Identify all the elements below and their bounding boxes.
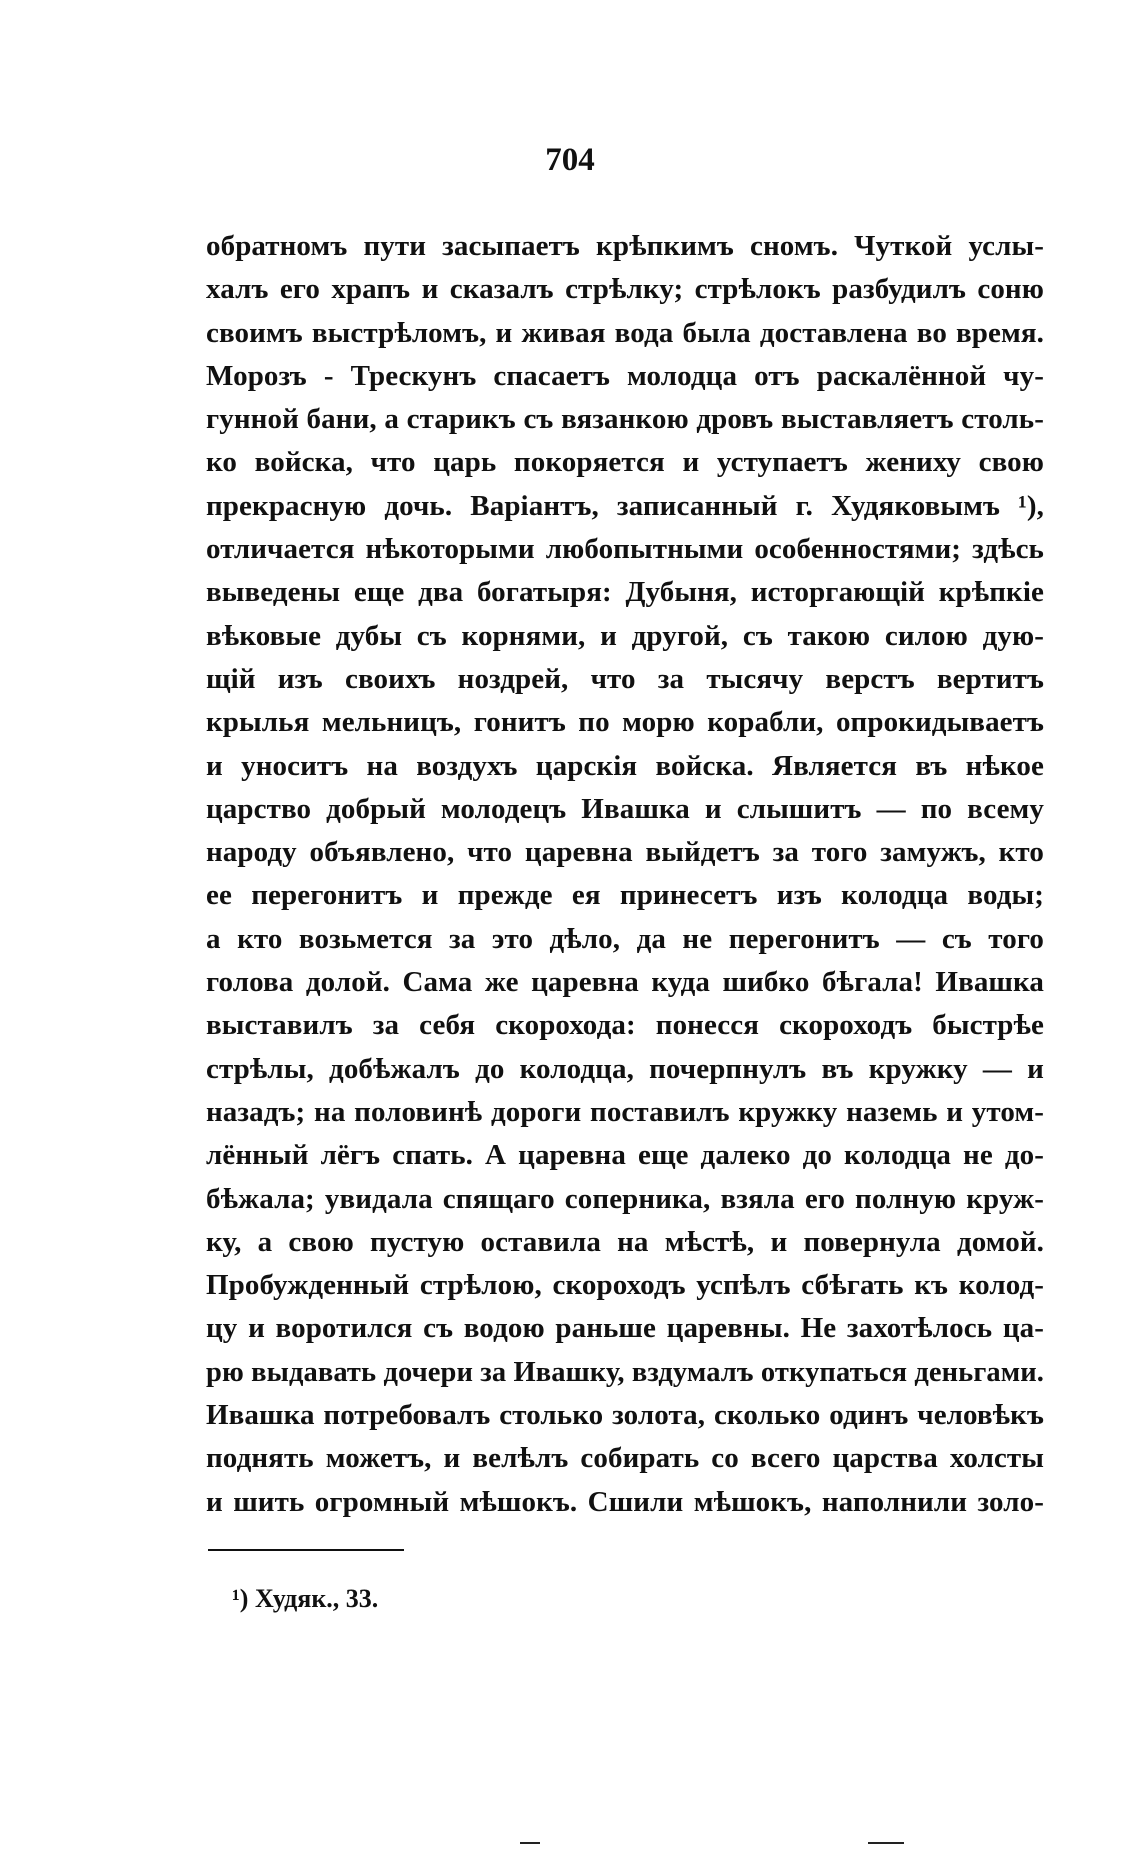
text-line: и уноситъ на воздухъ царскія войска. Является въ нѣкое [206,749,1044,782]
text-line: обратномъ пути засыпаетъ крѣпкимъ сномъ. Чуткой услы- [206,230,1044,262]
text-line: стрѣлы, добѣжалъ до колодца, почерпнулъ въ кружку — и [206,1052,1044,1085]
text-line: голова долой. Сама же царевна куда шибко бѣгала! Ивашка [206,966,1044,999]
text-line: вѣковые дубы съ корнями, и другой, съ такою силою дую- [206,619,1044,652]
text-line: Ивашка потребовалъ столько золота, сколько одинъ человѣкъ [206,1399,1044,1432]
text-line: поднять можетъ, и велѣлъ собирать со всего царства холсты [206,1442,1044,1475]
bottom-scan-marks [0,1842,1140,1852]
scan-mark [868,1842,904,1844]
text-line: крылья мельницъ, гонитъ по морю корабли, опрокидываетъ [206,706,1044,739]
text-line: Пробужденный стрѣлою, скороходъ успѣлъ сбѣгать къ колод- [206,1269,1044,1302]
text-line: лённый лёгъ спать. А царевна еще далеко до колодца не до- [206,1139,1044,1172]
text-line: ее перегонитъ и прежде ея принесетъ изъ колодца воды; [206,879,1044,912]
text-line: халъ его храпъ и сказалъ стрѣлку; стрѣлокъ разбудилъ соню [206,273,1044,306]
text-line: цу и воротился съ водою раньше царевны. Не захотѣлось ца- [206,1312,1044,1345]
text-line: и шить огромный мѣшокъ. Сшили мѣшокъ, наполнили золо- [206,1485,1044,1518]
text-line: а кто возьмется за это дѣло, да не перегонитъ — съ того [206,922,1044,955]
text-line: рю выдавать дочери за Ивашку, вздумалъ откупаться деньгами. [206,1356,1044,1388]
page-number: 704 [545,142,595,178]
scan-mark [520,1842,540,1844]
body-text [206,225,1044,1524]
text-line: щій изъ своихъ ноздрей, что за тысячу верстъ вертитъ [206,662,1044,695]
text-line: Морозъ - Трескунъ спасаетъ молодца отъ раскалённой чу- [206,359,1044,392]
text-line: отличается нѣкоторыми любопытными особенностями; здѣсь [206,533,1044,566]
text-line: народу объявлено, что царевна выйдетъ за того замужъ, кто [206,836,1044,869]
footnote-rule [208,1549,404,1551]
text-line: бѣжала; увидала спящаго соперника, взяла его полную круж- [206,1182,1044,1215]
text-line: прекрасную дочь. Варіантъ, записанный г. Худяковымъ ¹), [206,489,1044,522]
text-line: гунной бани, а старикъ съ вязанкою дровъ выставляетъ столь- [206,403,1044,436]
text-line: ко войска, что царь покоряется и уступаетъ жениху свою [206,446,1044,479]
text-line: выведены еще два богатыря: Дубыня, исторгающій крѣпкіе [206,576,1044,609]
footnote: ¹) Худяк., 33. [232,1584,379,1613]
text-line: назадъ; на половинѣ дороги поставилъ кружку наземь и утом- [206,1095,1044,1128]
text-line: своимъ выстрѣломъ, и живая вода была доставлена во время. [206,316,1044,349]
text-line: выставилъ за себя скорохода: понесся скороходъ быстрѣе [206,1009,1044,1042]
text-line: ку, а свою пустую оставила на мѣстѣ, и повернула домой. [206,1225,1044,1258]
text-line: царство добрый молодецъ Ивашка и слышитъ — по всему [206,792,1044,825]
